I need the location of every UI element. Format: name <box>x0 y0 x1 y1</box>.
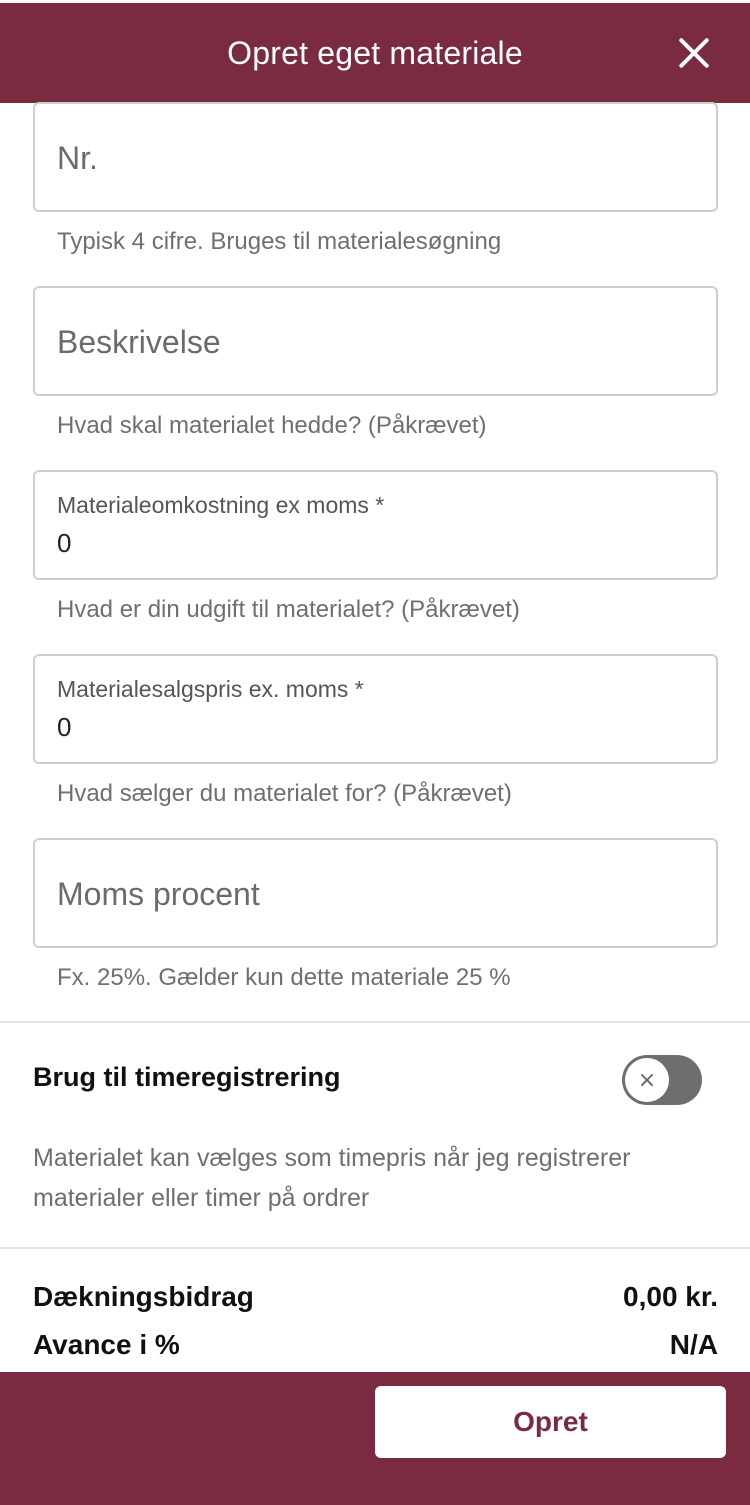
time-registration-label: Brug til timeregistrering <box>33 1062 341 1092</box>
contribution-margin-row <box>33 1281 718 1313</box>
markup-value: N/A <box>669 1329 718 1360</box>
sales-price-helper-text: Hvad sælger du materialet for? (Påkrævet) <box>57 780 512 807</box>
time-registration-toggle[interactable] <box>622 1055 702 1105</box>
sales-price-field-value: 0 <box>57 712 72 742</box>
cost-field[interactable] <box>33 470 718 580</box>
time-registration-description: Materialet kan vælges som timepris når jeg registrerer materialer eller timer på ordrer <box>33 1144 631 1212</box>
nr-helper-text: Typisk 4 cifre. Bruges til materialesøgning <box>57 228 502 255</box>
footer-bar <box>0 1372 750 1505</box>
vat-percent-placeholder: Moms procent <box>57 876 260 912</box>
toggle-off-x-icon: × <box>625 1058 669 1102</box>
description-field[interactable] <box>33 286 718 396</box>
markup-label: Avance i % <box>33 1329 180 1360</box>
vat-percent-helper-text: Fx. 25%. Gælder kun dette materiale 25 % <box>57 964 511 991</box>
nr-placeholder: Nr. <box>57 140 98 176</box>
markup-row <box>33 1329 718 1361</box>
sales-price-field[interactable] <box>33 654 718 764</box>
cost-field-label: Materialeomkostning ex moms * <box>57 492 385 518</box>
description-placeholder: Beskrivelse <box>57 324 221 360</box>
close-icon[interactable] <box>678 37 710 69</box>
create-button[interactable]: Opret <box>375 1386 726 1458</box>
sales-price-field-label: Materialesalgspris ex. moms * <box>57 676 364 702</box>
section-divider <box>0 1247 750 1249</box>
contribution-margin-label: Dækningsbidrag <box>33 1281 254 1312</box>
description-helper-text: Hvad skal materialet hedde? (Påkrævet) <box>57 412 487 439</box>
page-title: Opret eget materiale <box>227 34 523 71</box>
section-divider <box>0 1021 750 1023</box>
header-bar <box>0 3 750 103</box>
cost-field-value: 0 <box>57 528 72 558</box>
vat-percent-field[interactable] <box>33 838 718 948</box>
cost-helper-text: Hvad er din udgift til materialet? (Påkrævet) <box>57 596 520 623</box>
nr-field[interactable] <box>33 102 718 212</box>
contribution-margin-value: 0,00 kr. <box>623 1281 718 1312</box>
